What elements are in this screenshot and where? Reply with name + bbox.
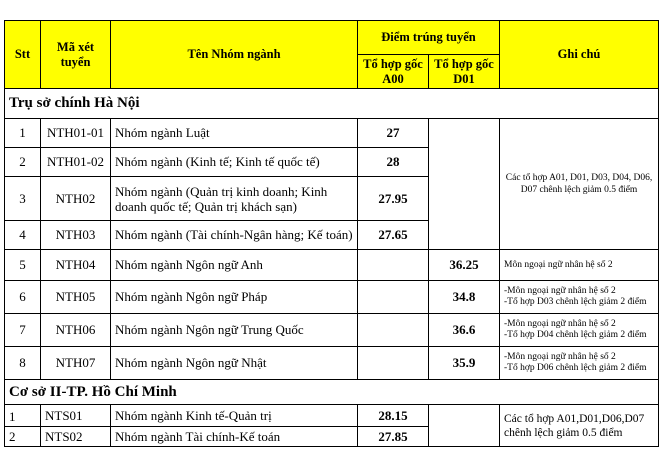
cell-ten: Nhóm ngành (Kinh tế; Kinh tế quốc tế) [111,148,358,177]
cell-ma: NTH05 [41,281,111,314]
cell-d01: 36.25 [429,250,500,281]
note-line: -Môn ngoại ngữ nhân hệ số 2 [504,286,616,296]
header-row [5,21,659,55]
cell-stt: 2 [5,148,41,177]
header-diem-trung-tuyen: Điểm trúng tuyển [358,21,500,55]
header-to-hop-a00: Tổ hợp gốc A00 [358,55,429,89]
cell-stt: 4 [5,221,41,250]
header-ten-nhom-nganh: Tên Nhóm ngành [111,21,358,89]
note-line: -Môn ngoại ngữ nhân hệ số 2 [504,352,616,362]
note-line: -Tổ hợp D03 chênh lệch giảm 2 điểm [504,297,647,307]
cell-note: Môn ngoại ngữ nhân hệ số 2 [500,250,659,281]
table-row [5,347,659,380]
cell-note [500,314,659,347]
cell-ma: NTH01-01 [41,119,111,148]
cell-ma: NTH06 [41,314,111,347]
cell-d01-group [429,119,500,250]
header-to-hop-d01: Tổ hợp gốc D01 [429,55,500,89]
section-title: Trụ sở chính Hà Nội [5,89,659,119]
note-line: -Tổ hợp D04 chênh lệch giảm 2 điểm [504,330,647,340]
cell-ma: NTH07 [41,347,111,380]
cell-note-group: Các tổ hợp A01, D01, D03, D04, D06, D07 chênh lệch giảm 0.5 điểm [500,119,659,250]
cell-stt: 5 [5,250,41,281]
cell-a00 [358,281,429,314]
cell-ma: NTH02 [41,177,111,221]
cell-a00: 28.15 [358,405,429,427]
cell-ten: Nhóm ngành (Tài chính-Ngân hàng; Kế toán) [111,221,358,250]
cell-stt: 6 [5,281,41,314]
cell-a00: 27.85 [358,427,429,447]
section-row [5,89,659,119]
cell-stt: 3 [5,177,41,221]
header-ma-xet-tuyen: Mã xét tuyển [41,21,111,89]
header-ghi-chu: Ghi chú [500,21,659,89]
cell-a00 [358,347,429,380]
cell-note [500,347,659,380]
cell-ten: Nhóm ngành Tài chính-Kế toán [111,427,358,447]
cell-ten: Nhóm ngành Ngôn ngữ Nhật [111,347,358,380]
cell-ma: NTH04 [41,250,111,281]
cell-a00 [358,250,429,281]
table-row [5,119,659,148]
admission-score-table [4,20,659,447]
cell-stt: 2 [5,427,41,447]
cell-stt: 8 [5,347,41,380]
cell-ma: NTH03 [41,221,111,250]
cell-ten: Nhóm ngành Ngôn ngữ Anh [111,250,358,281]
cell-d01: 36.6 [429,314,500,347]
cell-ten: Nhóm ngành Kinh tế-Quản trị [111,405,358,427]
cell-ma: NTS02 [41,427,111,447]
cell-a00 [358,314,429,347]
cell-d01: 35.9 [429,347,500,380]
cell-a00: 28 [358,148,429,177]
table-row [5,405,659,427]
table-row [5,250,659,281]
note-line: -Môn ngoại ngữ nhân hệ số 2 [504,319,616,329]
cell-d01-group [429,405,500,447]
cell-ma: NTS01 [41,405,111,427]
cell-ten: Nhóm ngành (Quản trị kinh doanh; Kinh doanh quốc tế; Quản trị khách sạn) [111,177,358,221]
note-line: -Tổ hợp D06 chênh lệch giảm 2 điểm [504,363,647,373]
section-title: Cơ sở II-TP. Hồ Chí Minh [5,380,659,405]
section-row [5,380,659,405]
cell-stt: 1 [5,119,41,148]
cell-ten: Nhóm ngành Ngôn ngữ Pháp [111,281,358,314]
note-line: chênh lệch giảm 0.5 điểm [504,426,623,439]
header-stt: Stt [5,21,41,89]
cell-note-group [500,405,659,447]
cell-stt: 1 [5,405,41,427]
table-row [5,281,659,314]
cell-ma: NTH01-02 [41,148,111,177]
cell-ten: Nhóm ngành Ngôn ngữ Trung Quốc [111,314,358,347]
cell-a00: 27 [358,119,429,148]
note-line: Các tổ hợp A01,D01,D06,D07 [504,412,645,425]
cell-ten: Nhóm ngành Luật [111,119,358,148]
cell-note [500,281,659,314]
cell-d01: 34.8 [429,281,500,314]
cell-a00: 27.65 [358,221,429,250]
cell-a00: 27.95 [358,177,429,221]
table-row [5,314,659,347]
cell-stt: 7 [5,314,41,347]
